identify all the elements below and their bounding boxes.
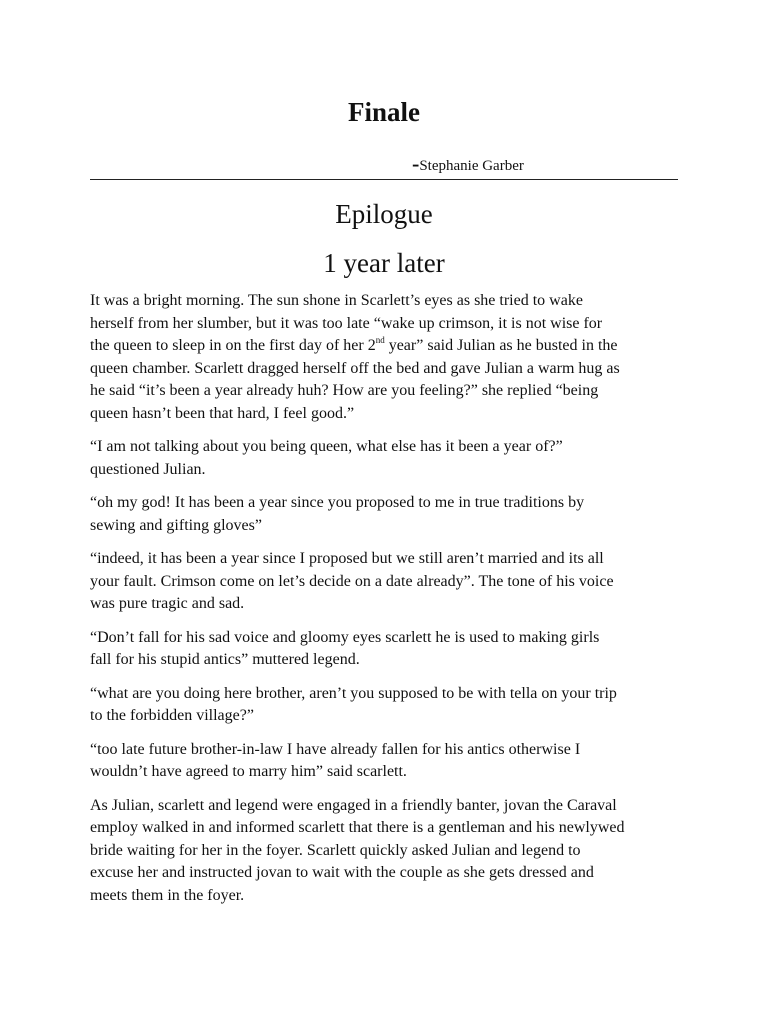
section-subheading: 1 year later — [323, 248, 445, 278]
paragraph — [90, 795, 678, 908]
author-line — [412, 152, 524, 178]
text-line: queen hasn’t been that hard, I feel good.” — [90, 404, 355, 422]
text-line — [90, 335, 678, 358]
text-line: “indeed, it has been a year since I proposed but we still aren’t married and its all — [90, 550, 604, 567]
horizontal-rule — [90, 179, 678, 180]
document-title: Finale — [348, 97, 420, 127]
section-heading: Epilogue — [335, 199, 433, 229]
text-line: “oh my god! It has been a year since you proposed to me in true traditions by — [90, 494, 585, 511]
text-line: your fault. Crimson come on let’s decide on a date already”. The tone of his voice — [90, 572, 614, 590]
text-line: wouldn’t have agreed to marry him” said scarlett. — [90, 763, 407, 780]
text-line: herself from her slumber, but it was too late “wake up crimson, it is not wise for — [90, 314, 603, 332]
author-name: Stephanie Garber — [419, 158, 524, 174]
paragraph — [90, 627, 678, 672]
text-line: As Julian, scarlett and legend were engaged in a friendly banter, jovan the Caraval — [90, 796, 617, 814]
paragraph — [90, 548, 678, 616]
text-line: meets them in the foyer. — [90, 886, 245, 904]
text-line: fall for his stupid antics” muttered legend. — [90, 651, 360, 668]
paragraph — [90, 492, 678, 537]
text-segment: year” said Julian as he busted in the — [384, 337, 618, 354]
text-line: employ walked in and informed scarlett that there is a gentleman and his newlywed — [90, 819, 625, 836]
paragraph — [90, 290, 678, 425]
body-text — [90, 290, 678, 918]
text-segment: the queen to sleep in on the first day of her 2 — [90, 337, 376, 354]
paragraph — [90, 683, 678, 728]
author-dash: - — [412, 151, 420, 176]
text-line: excuse her and instructed jovan to wait with the couple as she gets dressed and — [90, 864, 594, 881]
paragraph — [90, 436, 678, 481]
text-line: It was a bright morning. The sun shone in Scarlett’s eyes as she tried to wake — [90, 292, 583, 309]
text-line: “Don’t fall for his sad voice and gloomy eyes scarlett he is used to making girls — [90, 628, 600, 646]
paragraph — [90, 739, 678, 784]
text-line: was pure tragic and sad. — [90, 595, 245, 612]
text-line: to the forbidden village?” — [90, 707, 254, 724]
text-line: sewing and gifting gloves” — [90, 516, 262, 534]
ordinal-superscript: nd — [375, 335, 385, 345]
text-line: questioned Julian. — [90, 460, 206, 478]
text-line: “what are you doing here brother, aren’t you supposed to be with tella on your trip — [90, 684, 617, 702]
text-line: “too late future brother-in-law I have already fallen for his antics otherwise I — [90, 740, 581, 758]
text-line: bride waiting for her in the foyer. Scarlett quickly asked Julian and legend to — [90, 841, 581, 859]
text-line: queen chamber. Scarlett dragged herself off the bed and gave Julian a warm hug as — [90, 359, 620, 377]
text-line: “I am not talking about you being queen, what else has it been a year of?” — [90, 438, 563, 455]
text-line: he said “it’s been a year already huh? How are you feeling?” she replied “being — [90, 382, 599, 399]
